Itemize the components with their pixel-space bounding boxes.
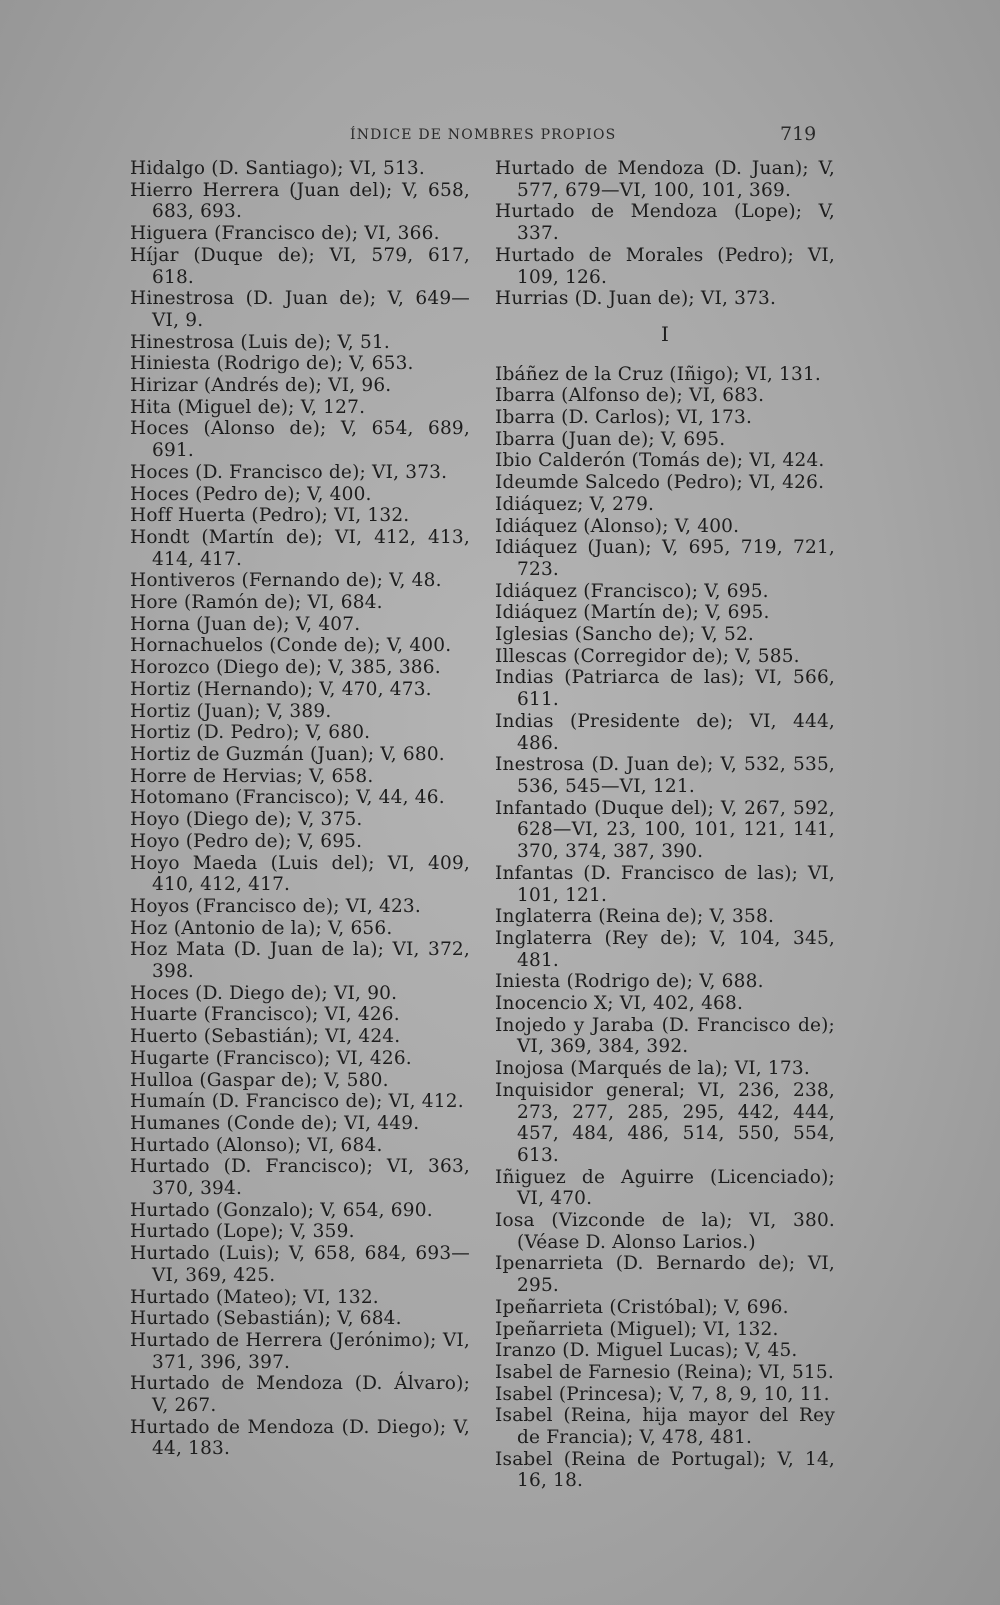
index-entry: Hortiz (Juan); V, 389.	[130, 700, 332, 722]
index-entry: Ipenarrieta (D. Bernardo de); VI, 295.	[495, 1253, 835, 1297]
index-entry: Hoces (D. Francisco de); VI, 373.	[130, 461, 448, 483]
index-entry: Ibarra (Alfonso de); VI, 683.	[495, 385, 765, 407]
index-entry: Inglaterra (Rey de); V, 104, 345, 481.	[495, 927, 835, 971]
index-entry: Inojosa (Marqués de la); VI, 173.	[495, 1058, 810, 1080]
index-entry: Hotomano (Francisco); V, 44, 46.	[130, 787, 445, 809]
index-entries-i	[495, 364, 835, 1493]
index-entry: Hurrias (D. Juan de); VI, 373.	[495, 288, 777, 310]
index-entry: Ibáñez de la Cruz (Iñigo); VI, 131.	[495, 363, 821, 385]
index-entry: Hidalgo (D. Santiago); VI, 513.	[130, 158, 425, 179]
index-entry: Hurtado (D. Francisco); VI, 363, 370, 394.	[130, 1156, 470, 1200]
index-entry: Infantado (Duque del); V, 267, 592, 628—VI, 23, 100, 101, 121, 141, 370, 374, 387, 390.	[495, 797, 835, 863]
index-entry: Ibio Calderón (Tomás de); VI, 424.	[495, 450, 825, 472]
index-entry: Híjar (Duque de); VI, 579, 617, 618.	[130, 244, 470, 288]
index-entry: Higuera (Francisco de); VI, 366.	[130, 223, 440, 245]
index-entry: Iniesta (Rodrigo de); V, 688.	[495, 971, 764, 993]
index-entry: Iranzo (D. Miguel Lucas); V, 45.	[495, 1340, 798, 1362]
index-entry: Hortiz de Guzmán (Juan); V, 680.	[130, 743, 445, 765]
index-entry: Ipeñarrieta (Cristóbal); V, 696.	[495, 1296, 789, 1318]
index-entry: Inojedo y Jaraba (D. Francisco de); VI, 369, 384, 392.	[495, 1014, 835, 1058]
index-entry: Hurtado (Alonso); VI, 684.	[130, 1134, 383, 1156]
index-entry: Inocencio X; VI, 402, 468.	[495, 993, 744, 1015]
index-entry: Isabel (Reina de Portugal); V, 14, 16, 18.	[495, 1448, 835, 1492]
index-entry: Ibarra (D. Carlos); VI, 173.	[495, 407, 753, 429]
index-entry: Inestrosa (D. Juan de); V, 532, 535, 536, 545—VI, 121.	[495, 754, 835, 797]
section-letter-heading: I	[660, 321, 670, 346]
index-entry: Horozco (Diego de); V, 385, 386.	[130, 657, 441, 679]
index-entry: Hugarte (Francisco); VI, 426.	[130, 1047, 412, 1069]
index-entry: Isabel (Reina, hija mayor del Rey de Francia); V, 478, 481.	[495, 1405, 835, 1449]
index-entry: Hurtado (Mateo); VI, 132.	[130, 1286, 379, 1308]
page-number: 719	[780, 123, 817, 145]
index-entry: Inglaterra (Reina de); V, 358.	[495, 906, 775, 928]
index-entry: Hurtado de Mendoza (D. Juan); V, 577, 679—VI, 100, 101, 369.	[495, 158, 835, 201]
index-entry: Indias (Presidente de); VI, 444, 486.	[495, 710, 835, 754]
page-header	[0, 123, 1000, 147]
index-entry: Ideumde Salcedo (Pedro); VI, 426.	[495, 472, 825, 494]
index-entry: Idiáquez; V, 279.	[495, 493, 655, 515]
index-entry: Illescas (Corregidor de); V, 585.	[495, 645, 800, 667]
index-entry: Hurtado de Mendoza (D. Álvaro); V, 267.	[130, 1373, 470, 1417]
index-entry: Hore (Ramón de); VI, 684.	[130, 592, 383, 614]
index-entry: Idiáquez (Francisco); V, 695.	[495, 580, 769, 602]
index-entry: Hoyo (Diego de); V, 375.	[130, 809, 363, 831]
index-entry: Hoces (Alonso de); V, 654, 689, 691.	[130, 418, 470, 462]
index-entry: Infantas (D. Francisco de las); VI, 101, 121.	[495, 862, 835, 906]
index-entry: Ipeñarrieta (Miguel); VI, 132.	[495, 1318, 779, 1340]
index-entry: Hoyos (Francisco de); VI, 423.	[130, 895, 421, 917]
index-entry: Hornachuelos (Conde de); V, 400.	[130, 635, 452, 657]
index-entry: Hoyo Maeda (Luis del); VI, 409, 410, 412, 417.	[130, 852, 470, 896]
index-entry: Hurtado (Lope); V, 359.	[130, 1221, 355, 1243]
index-entry: Isabel (Princesa); V, 7, 8, 9, 10, 11.	[495, 1383, 830, 1405]
index-entry: Humanes (Conde de); VI, 449.	[130, 1112, 420, 1134]
index-entry: Hortiz (Hernando); V, 470, 473.	[130, 678, 432, 700]
index-entry: Hurtado de Mendoza (D. Diego); V, 44, 183.	[130, 1416, 470, 1460]
running-title: ÍNDICE DE NOMBRES PROPIOS	[350, 127, 617, 143]
index-entry: Horna (Juan de); V, 407.	[130, 613, 361, 635]
index-entries-h-continued	[495, 158, 835, 310]
index-entry: Isabel de Farnesio (Reina); VI, 515.	[495, 1361, 834, 1383]
index-entry: Inquisidor general; VI, 236, 238, 273, 277, 285, 295, 442, 444, 457, 484, 486, 514, 550, 554, 613.	[495, 1079, 835, 1166]
index-entry: Idiáquez (Martín de); V, 695.	[495, 602, 770, 624]
index-entry: Hoff Huerta (Pedro); VI, 132.	[130, 505, 410, 527]
index-entry: Hiniesta (Rodrigo de); V, 653.	[130, 353, 414, 375]
index-entry: Hondt (Martín de); VI, 412, 413, 414, 417.	[130, 526, 470, 570]
index-entry: Hinestrosa (Luis de); V, 51.	[130, 331, 390, 353]
index-entry: Hoz (Antonio de la); V, 656.	[130, 917, 393, 939]
index-entry: Hurtado de Mendoza (Lope); V, 337.	[495, 201, 835, 245]
index-entry: Iglesias (Sancho de); V, 52.	[495, 624, 754, 646]
index-entry: Hontiveros (Fernando de); V, 48.	[130, 570, 442, 592]
index-entry: Horre de Hervias; V, 658.	[130, 765, 374, 787]
index-entry: Hurtado de Morales (Pedro); VI, 109, 126.	[495, 244, 835, 288]
index-entry: Huarte (Francisco); VI, 426.	[130, 1004, 400, 1026]
index-entry: Hulloa (Gaspar de); V, 580.	[130, 1069, 389, 1091]
index-entry: Hinestrosa (D. Juan de); V, 649—VI, 9.	[130, 288, 470, 331]
index-entry: Indias (Patriarca de las); VI, 566, 611.	[495, 667, 835, 711]
index-entry: Hortiz (D. Pedro); V, 680.	[130, 722, 371, 744]
index-entry: Hurtado (Luis); V, 658, 684, 693—VI, 369, 425.	[130, 1243, 470, 1286]
index-entry: Iñiguez de Aguirre (Licenciado); VI, 470.	[495, 1166, 835, 1210]
index-entry: Huerto (Sebastián); VI, 424.	[130, 1026, 401, 1048]
index-entry: Hirizar (Andrés de); VI, 96.	[130, 375, 392, 397]
index-entry: Hurtado (Gonzalo); V, 654, 690.	[130, 1199, 433, 1221]
index-entry: Hurtado (Sebastián); V, 684.	[130, 1308, 402, 1330]
index-entry: Idiáquez (Alonso); V, 400.	[495, 515, 740, 537]
index-column-left	[130, 158, 470, 1460]
index-entry: Hoz Mata (D. Juan de la); VI, 372, 398.	[130, 939, 470, 983]
index-entry: Hoyo (Pedro de); V, 695.	[130, 830, 363, 852]
index-column-right	[495, 158, 835, 1492]
index-entry: Hierro Herrera (Juan del); V, 658, 683, 693.	[130, 179, 470, 223]
index-entry: Humaín (D. Francisco de); VI, 412.	[130, 1091, 464, 1113]
index-entry: Hoces (Pedro de); V, 400.	[130, 483, 372, 505]
index-entry: Hita (Miguel de); V, 127.	[130, 396, 366, 418]
index-entry: Idiáquez (Juan); V, 695, 719, 721, 723.	[495, 537, 835, 580]
index-entry: Hurtado de Herrera (Jerónimo); VI, 371, 396, 397.	[130, 1329, 470, 1373]
index-entry: Hoces (D. Diego de); VI, 90.	[130, 982, 398, 1004]
index-entry: Iosa (Vizconde de la); VI, 380. (Véase D. Alonso Larios.)	[495, 1210, 835, 1253]
index-entry: Ibarra (Juan de); V, 695.	[495, 428, 726, 450]
